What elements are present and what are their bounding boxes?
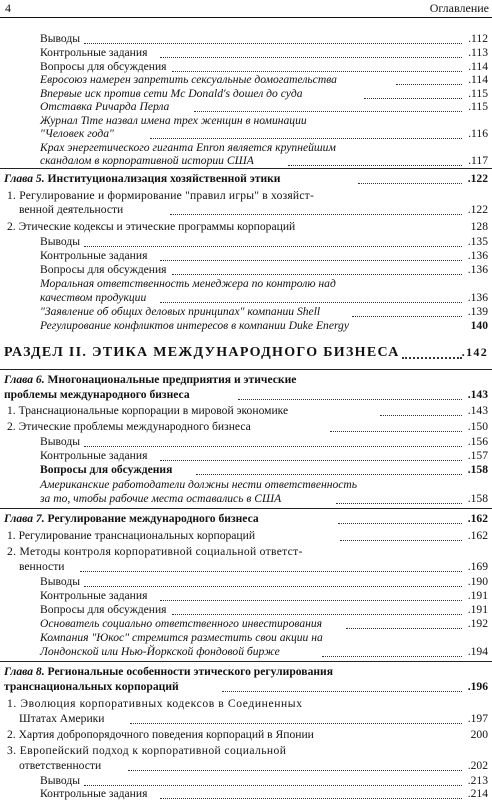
entry-page: .113 <box>468 46 488 59</box>
section-title: 2. Хартия добропорядочного поведения корпораций в Японии <box>7 728 314 741</box>
chapter-title: проблемы международного бизнеса <box>4 388 190 401</box>
entry-page: .136 <box>467 249 488 262</box>
section-title: ответственности <box>19 759 102 772</box>
dot-leader <box>160 600 462 601</box>
dot-leader <box>340 540 462 541</box>
dot-leader <box>172 71 462 72</box>
dot-leader <box>160 57 462 58</box>
entry-title: Выводы <box>40 435 81 448</box>
entry-title: Евросоюз намерен запретить сексуальные домогательства <box>40 73 337 86</box>
chapter-label: Глава 8. <box>4 665 45 678</box>
entry-page: .115 <box>468 100 488 113</box>
section-title: 1. Эволюция корпоративных кодексов в Соединенных <box>7 697 303 710</box>
entry-title: Контрольные задания <box>40 589 148 602</box>
chapter-title: Региональные особенности этического регулирования <box>47 665 333 678</box>
entry-title: Выводы <box>40 32 81 45</box>
section-title: 2. Этические проблемы международного бизнеса <box>7 420 251 433</box>
chapter-heading <box>4 513 259 525</box>
entry-title: "Заявление об общих деловых принципах" компании Shell <box>40 305 321 318</box>
section-title: 1. Регулирование и формирование "правил игры" в хозяйст- <box>7 189 315 202</box>
entry-title: Регулирование конфликтов интересов в компании Duke Energy <box>40 319 350 332</box>
chapter-page: .162 <box>467 512 488 525</box>
section-divider <box>0 369 492 370</box>
entry-page: .190 <box>467 575 488 588</box>
dot-leader <box>172 614 462 615</box>
dot-leader <box>84 785 462 786</box>
entry-page: .191 <box>467 589 488 602</box>
dot-leader <box>84 246 462 247</box>
entry-page: .194 <box>467 645 488 658</box>
chapter-label: Глава 6. <box>4 373 45 386</box>
entry-title: Вопросы для обсуждения <box>40 603 167 616</box>
section-page: .162 <box>467 529 488 542</box>
dot-leader <box>288 165 462 166</box>
dot-leader <box>160 302 462 303</box>
entry-page: .158 <box>467 492 488 505</box>
chapter-page: .196 <box>467 680 488 693</box>
entry-page: .114 <box>468 60 488 73</box>
entry-title: Моральная ответственность менеджера по контролю над <box>40 277 336 290</box>
part-page: .142 <box>461 345 488 359</box>
dot-leader <box>84 586 462 587</box>
entry-page: .135 <box>467 235 488 248</box>
chapter-title: Регулирование международного бизнеса <box>47 512 259 525</box>
section-page: .122 <box>467 203 488 216</box>
dot-leader <box>330 431 462 432</box>
dot-leader <box>238 399 462 400</box>
section-page: .150 <box>467 420 488 433</box>
entry-title: Американские работодатели должны нести ответственность <box>40 478 358 491</box>
section-page: 128 <box>470 220 488 233</box>
entry-page: .136 <box>467 263 488 276</box>
dot-leader <box>128 770 462 771</box>
dot-leader <box>336 503 462 504</box>
chapter-heading <box>4 173 281 185</box>
dot-leader <box>358 183 462 184</box>
dot-leader <box>322 656 462 657</box>
entry-title: Выводы <box>40 575 81 588</box>
dot-leader <box>84 446 462 447</box>
entry-title: Основатель социально ответственного инвестирования <box>40 617 323 630</box>
dot-leader <box>84 43 462 44</box>
chapter-heading <box>4 374 296 386</box>
entry-title: "Человек года" <box>40 127 114 140</box>
dot-leader <box>346 628 462 629</box>
page-number: 4 <box>5 1 11 15</box>
entry-page: .115 <box>468 87 488 100</box>
entry-title: Журнал Time назвал имена трех женщин в номинации <box>40 114 307 127</box>
section-page: .169 <box>467 560 488 573</box>
entry-page: .156 <box>467 435 488 448</box>
chapter-label: Глава 7. <box>4 512 45 525</box>
entry-page: .114 <box>468 73 488 86</box>
dot-leader <box>222 691 462 692</box>
dot-leader <box>364 98 462 99</box>
entry-title: Отставка Ричарда Перла <box>40 100 170 113</box>
header-rule <box>0 17 492 18</box>
entry-page: .191 <box>467 603 488 616</box>
dot-leader <box>80 571 462 572</box>
section-title: 3. Европейский подход к корпоративной социальной <box>7 744 287 757</box>
entry-title: Вопросы для обсуждения <box>40 60 167 73</box>
entry-page: 140 <box>470 319 488 332</box>
entry-title: Крах энергетического гиганта Enron является крупнейшим <box>40 141 336 154</box>
part-title: РАЗДЕЛ II. ЭТИКА МЕЖДУНАРОДНОГО БИЗНЕСА <box>4 345 400 360</box>
chapter-title: Институционализация хозяйственной этики <box>47 172 281 185</box>
section-divider <box>0 508 492 509</box>
entry-title: Контрольные задания <box>40 787 148 800</box>
section-title: Штатах Америки <box>19 712 105 725</box>
chapter-page: .122 <box>467 172 488 185</box>
section-title: 2. Этические кодексы и этические программы корпораций <box>7 220 296 233</box>
dot-leader <box>150 138 462 139</box>
entry-page: .139 <box>467 305 488 318</box>
entry-title: Компания "Юкос" стремится разместить свои акции на <box>40 631 323 644</box>
chapter-title: транснациональных корпораций <box>4 680 179 693</box>
entry-title: Выводы <box>40 774 81 787</box>
dot-leader <box>352 316 462 317</box>
entry-title: Контрольные задания <box>40 449 148 462</box>
section-page: .143 <box>467 404 488 417</box>
entry-title: Лондонской или Нью-Йоркской фондовой бирже <box>40 645 280 658</box>
chapter-page: .143 <box>467 388 488 401</box>
entry-page: .112 <box>468 32 488 45</box>
section-title: венной деятельности <box>19 203 124 216</box>
section-title: 1. Регулирование транснациональных корпораций <box>7 529 256 542</box>
entry-title: Контрольные задания <box>40 249 148 262</box>
dot-leader <box>402 357 462 359</box>
entry-page: .213 <box>467 774 488 787</box>
entry-title: Вопросы для обсуждения <box>40 263 167 276</box>
entry-title: Вопросы для обсуждения <box>40 463 173 476</box>
dot-leader <box>396 84 462 85</box>
chapter-title: Многонациональные предприятия и этические <box>47 373 297 386</box>
dot-leader <box>170 214 462 215</box>
entry-title: за то, чтобы рабочие места оставались в США <box>40 492 282 505</box>
entry-title: скандалом в корпоративной истории США <box>40 154 254 167</box>
section-page: .202 <box>467 759 488 772</box>
section-divider <box>0 168 492 169</box>
entry-title: качеством продукции <box>40 291 147 304</box>
dot-leader <box>160 798 462 799</box>
chapter-heading <box>4 666 333 678</box>
entry-page: .116 <box>468 127 488 140</box>
entry-title: Контрольные задания <box>40 46 148 59</box>
dot-leader <box>160 260 462 261</box>
section-title: 1. Транснациональные корпорации в мировой экономике <box>7 404 289 417</box>
section-title: 2. Методы контроля корпоративной социальной ответст- <box>7 545 303 558</box>
running-title: Оглавление <box>429 1 489 15</box>
dot-leader <box>380 415 462 416</box>
section-page: 200 <box>470 728 488 741</box>
dot-leader <box>196 474 462 475</box>
chapter-label: Глава 5. <box>4 172 45 185</box>
section-divider <box>0 661 492 662</box>
dot-leader <box>338 523 462 524</box>
entry-page: .192 <box>467 617 488 630</box>
page-header <box>0 2 492 16</box>
entry-page: .117 <box>468 154 488 167</box>
entry-title: Впервые иск против сети Mc Donald's дошел до суда <box>40 87 303 100</box>
entry-page: .158 <box>467 463 488 476</box>
entry-page: .136 <box>467 291 488 304</box>
entry-page: .157 <box>467 449 488 462</box>
dot-leader <box>160 460 462 461</box>
dot-leader <box>194 111 462 112</box>
entry-page: .214 <box>467 787 488 800</box>
entry-title: Выводы <box>40 235 81 248</box>
dot-leader <box>172 274 462 275</box>
section-title: венности <box>19 560 65 573</box>
dot-leader <box>130 723 462 724</box>
section-page: .197 <box>467 712 488 725</box>
